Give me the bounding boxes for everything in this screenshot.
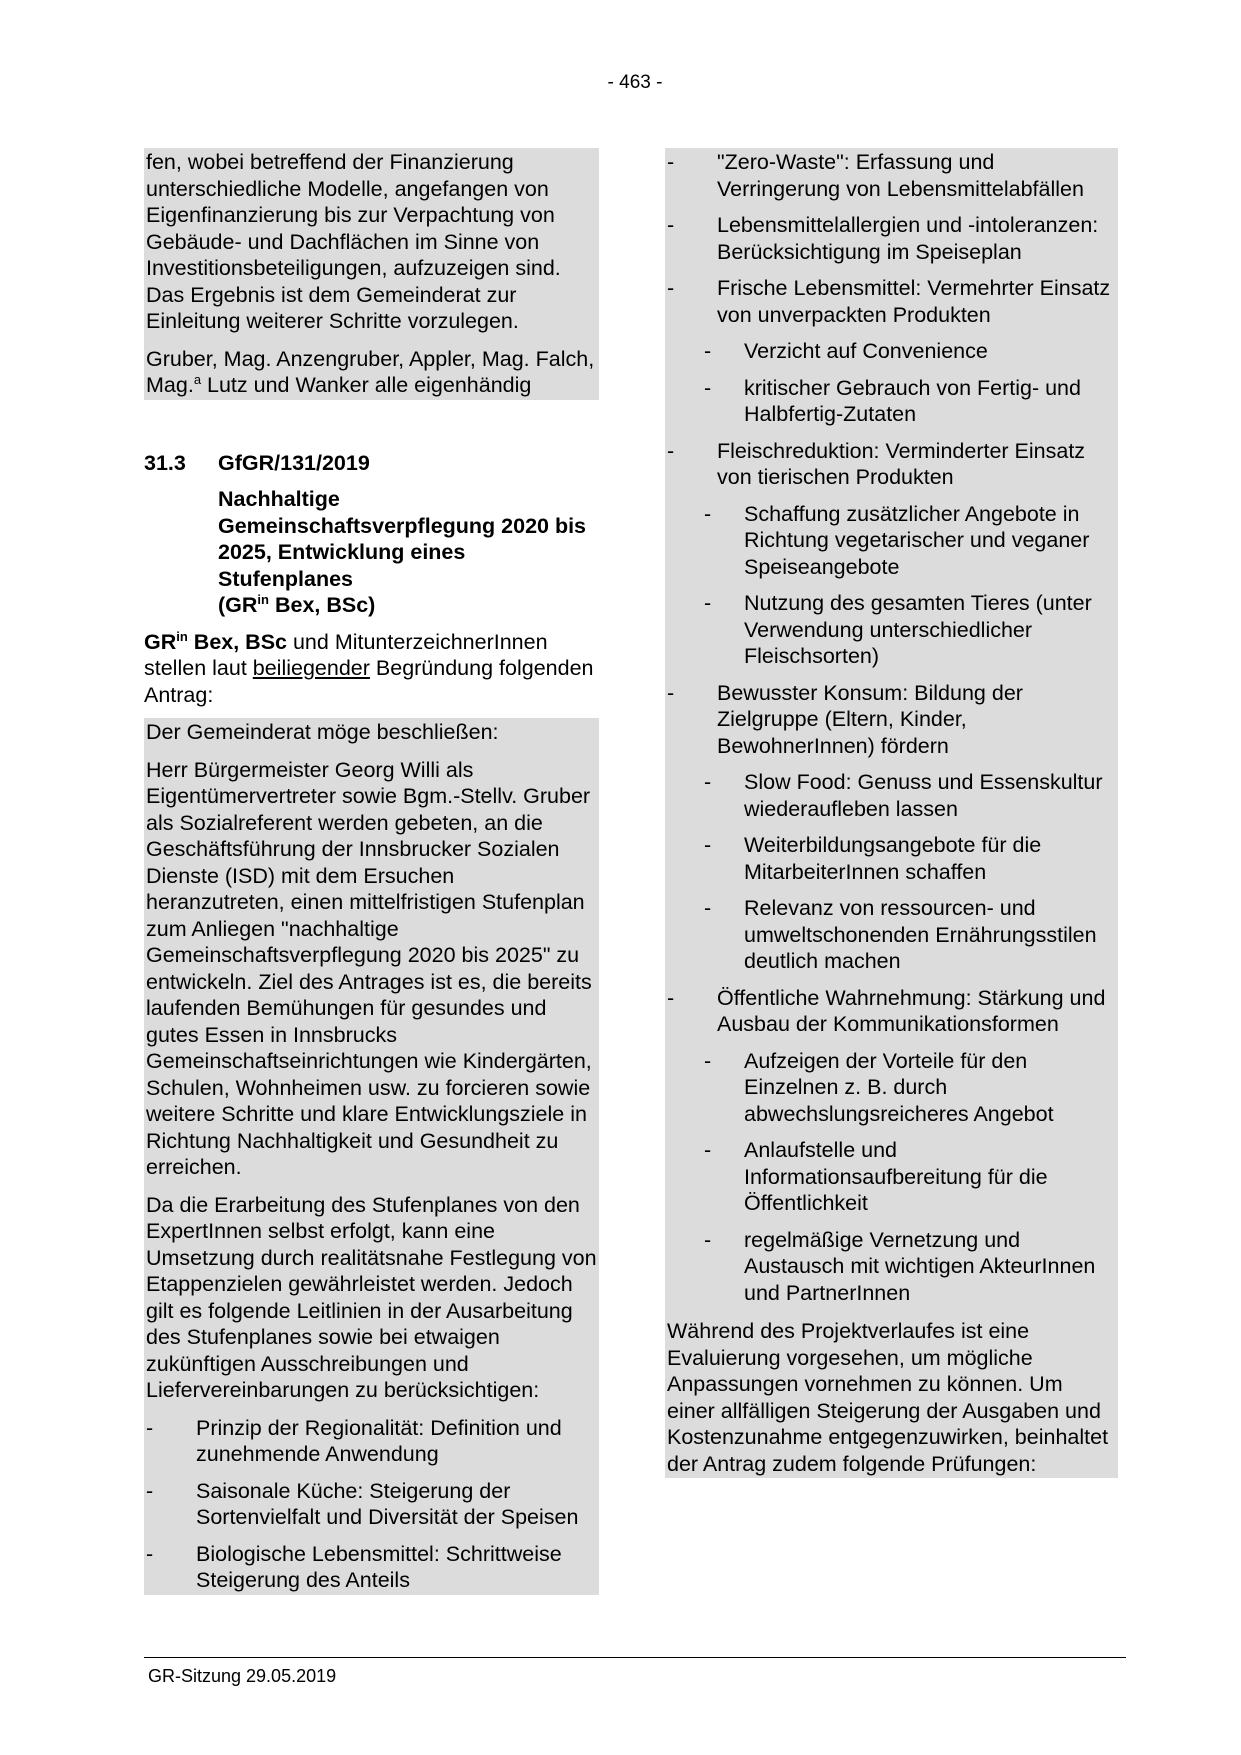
- agenda-code: GfGR/131/2019: [218, 450, 370, 475]
- closing-paragraph: Während des Projektverlaufes ist eine Evaluierung vorgesehen, um mögliche Anpassungen vornehmen zu können. Um einer allfälligen Steigerung der Ausgaben und Kostenzunahme entgegenzuwirken, beinhaltet der Antrag zudem folgende Prüfungen:: [667, 1319, 1109, 1476]
- right-column: [665, 148, 1118, 1478]
- previous-motion-text: fen, wobei betreffend der Finanzierung unterschiedliche Modelle, angefangen von Eigenfinanzierung bis zur Verpachtung von Gebäude- und Dachflächen im Sinne von Investitionsbeteiligungen, aufzuzeigen sind. Das Ergebnis ist dem Gemeinderat zur Einleitung weiterer Schritte vorzulegen.: [146, 150, 561, 333]
- list-item: - Frische Lebensmittel: Vermehrter Einsatz von unverpackten Produkten: [667, 276, 1111, 327]
- list-item: - Bewusster Konsum: Bildung der Zielgruppe (Eltern, Kinder, BewohnerInnen) fördern: [667, 680, 1023, 758]
- signatories: Gruber, Mag. Anzengruber, Appler, Mag. Falch, Mag.$^a$ Lutz und Wanker alle eigenhändig: [146, 346, 595, 397]
- agenda-heading: [144, 450, 599, 477]
- motion-resolution: Der Gemeinderat möge beschließen:: [146, 720, 499, 744]
- agenda-subject-line: Nachhaltige Gemeinschaftsverpflegung 2020 bis 2025, Entwicklung eines Stufenplanes: [218, 487, 587, 591]
- motion-request: Herr Bürgermeister Georg Willi als Eigentümervertreter sowie Bgm.-Stellv. Gruber als Sozialreferent werden gebeten, an die Geschäftsführung der Innsbrucker Sozialen Dienste (ISD) mit dem Ersuchen heranzutreten, einen mittelfristigen Stufenplan zum Anliegen "nachhaltige Gemeinschaftsverpflegung 2020 bis 2025" zu entwickeln. Ziel des Antrages ist es, die bereits laufenden Bemühungen für gesundes und gutes Essen in Innsbrucks Gemeinschaftseinrichtungen wie Kindergärten, Schulen, Wohnheimen usw. zu forcieren sowie weitere Schritte und klare Entwicklungsziele in Richtung Nachhaltigkeit und Gesundheit zu erreichen.: [146, 757, 592, 1179]
- previous-motion-box: [144, 148, 599, 400]
- page-number: - 463 -: [607, 72, 663, 93]
- sub-list-item: - Schaffung zusätzlicher Angebote in Richtung vegetarischer und veganer Speiseangebote: [704, 501, 1090, 579]
- sub-list-item: - regelmäßige Vernetzung und Austausch mit wichtigen AkteurInnen und PartnerInnen: [704, 1227, 1096, 1305]
- agenda-subject: [218, 486, 599, 619]
- list-item: - Saisonale Küche: Steigerung der Sortenvielfalt und Diversität der Speisen: [146, 1478, 579, 1529]
- footer-divider: [144, 1657, 1126, 1658]
- list-item: - Fleischreduktion: Verminderter Einsatz von tierischen Produkten: [667, 438, 1086, 489]
- guidelines-box: [665, 148, 1118, 1478]
- sub-list-item: - Anlaufstelle und Informationsaufbereitung für die Öffentlichkeit: [704, 1138, 1048, 1215]
- attachment-link[interactable]: beiliegender: [252, 656, 370, 680]
- guidelines-list: [667, 149, 1116, 1306]
- list-item: - Öffentliche Wahrnehmung: Stärkung und Ausbau der Kommunikationsformen: [667, 985, 1106, 1036]
- list-item: - Biologische Lebensmittel: Schrittweise Steigerung des Anteils: [146, 1541, 562, 1592]
- sub-list-item: - Nutzung des gesamten Tieres (unter Verwendung unterschiedlicher Fleischsorten): [704, 591, 1092, 668]
- motion-box: [144, 718, 599, 1595]
- agenda-number: 31.3: [144, 450, 186, 475]
- list-item: - "Zero-Waste": Erfassung und Verringerung von Lebensmittelabfällen: [667, 150, 1084, 201]
- sub-list-item: - kritischer Gebrauch von Fertig- und Halbfertig-Zutaten: [704, 375, 1081, 426]
- sub-list-item: - Aufzeigen der Vorteile für den Einzelnen z. B. durch abwechslungsreicheres Angebot: [704, 1048, 1054, 1126]
- footer-session-date: GR-Sitzung 29.05.2019: [148, 1666, 337, 1686]
- intro-paragraph: $GR^{in}$ Bex, BSc und MitunterzeichnerInnen stellen laut beiliegender Begründung folgenden Antrag:: [144, 628, 594, 707]
- motion-guidelines-intro: Da die Erarbeitung des Stufenplanes von den ExpertInnen selbst erfolgt, kann eine Umsetzung durch realitätsnahe Festlegung von Etappenzielen gewährleistet werden. Jedoch gilt es folgende Leitlinien in der Ausarbeitung des Stufenplanes sowie bei etwaigen zukünftigen Ausschreibungen und Liefervereinbarungen zu berücksichtigen:: [146, 1192, 597, 1402]
- sub-list-item: - Verzicht auf Convenience: [704, 339, 988, 363]
- agenda-subject-author: ($GR^{in}$ Bex, BSc): [218, 591, 376, 617]
- sub-list-item: - Weiterbildungsangebote für die MitarbeiterInnen schaffen: [704, 833, 1042, 884]
- list-item: - Lebensmittelallergien und -intoleranzen: Berücksichtigung im Speiseplan: [667, 213, 1099, 264]
- sub-list-item: - Relevanz von ressourcen- und umweltschonenden Ernährungsstilen deutlich machen: [704, 896, 1097, 973]
- list-item: - Prinzip der Regionalität: Definition und zunehmende Anwendung: [146, 1415, 562, 1466]
- left-column: [144, 148, 599, 1595]
- sub-list-item: - Slow Food: Genuss und Essenskultur wiederaufleben lassen: [704, 770, 1103, 821]
